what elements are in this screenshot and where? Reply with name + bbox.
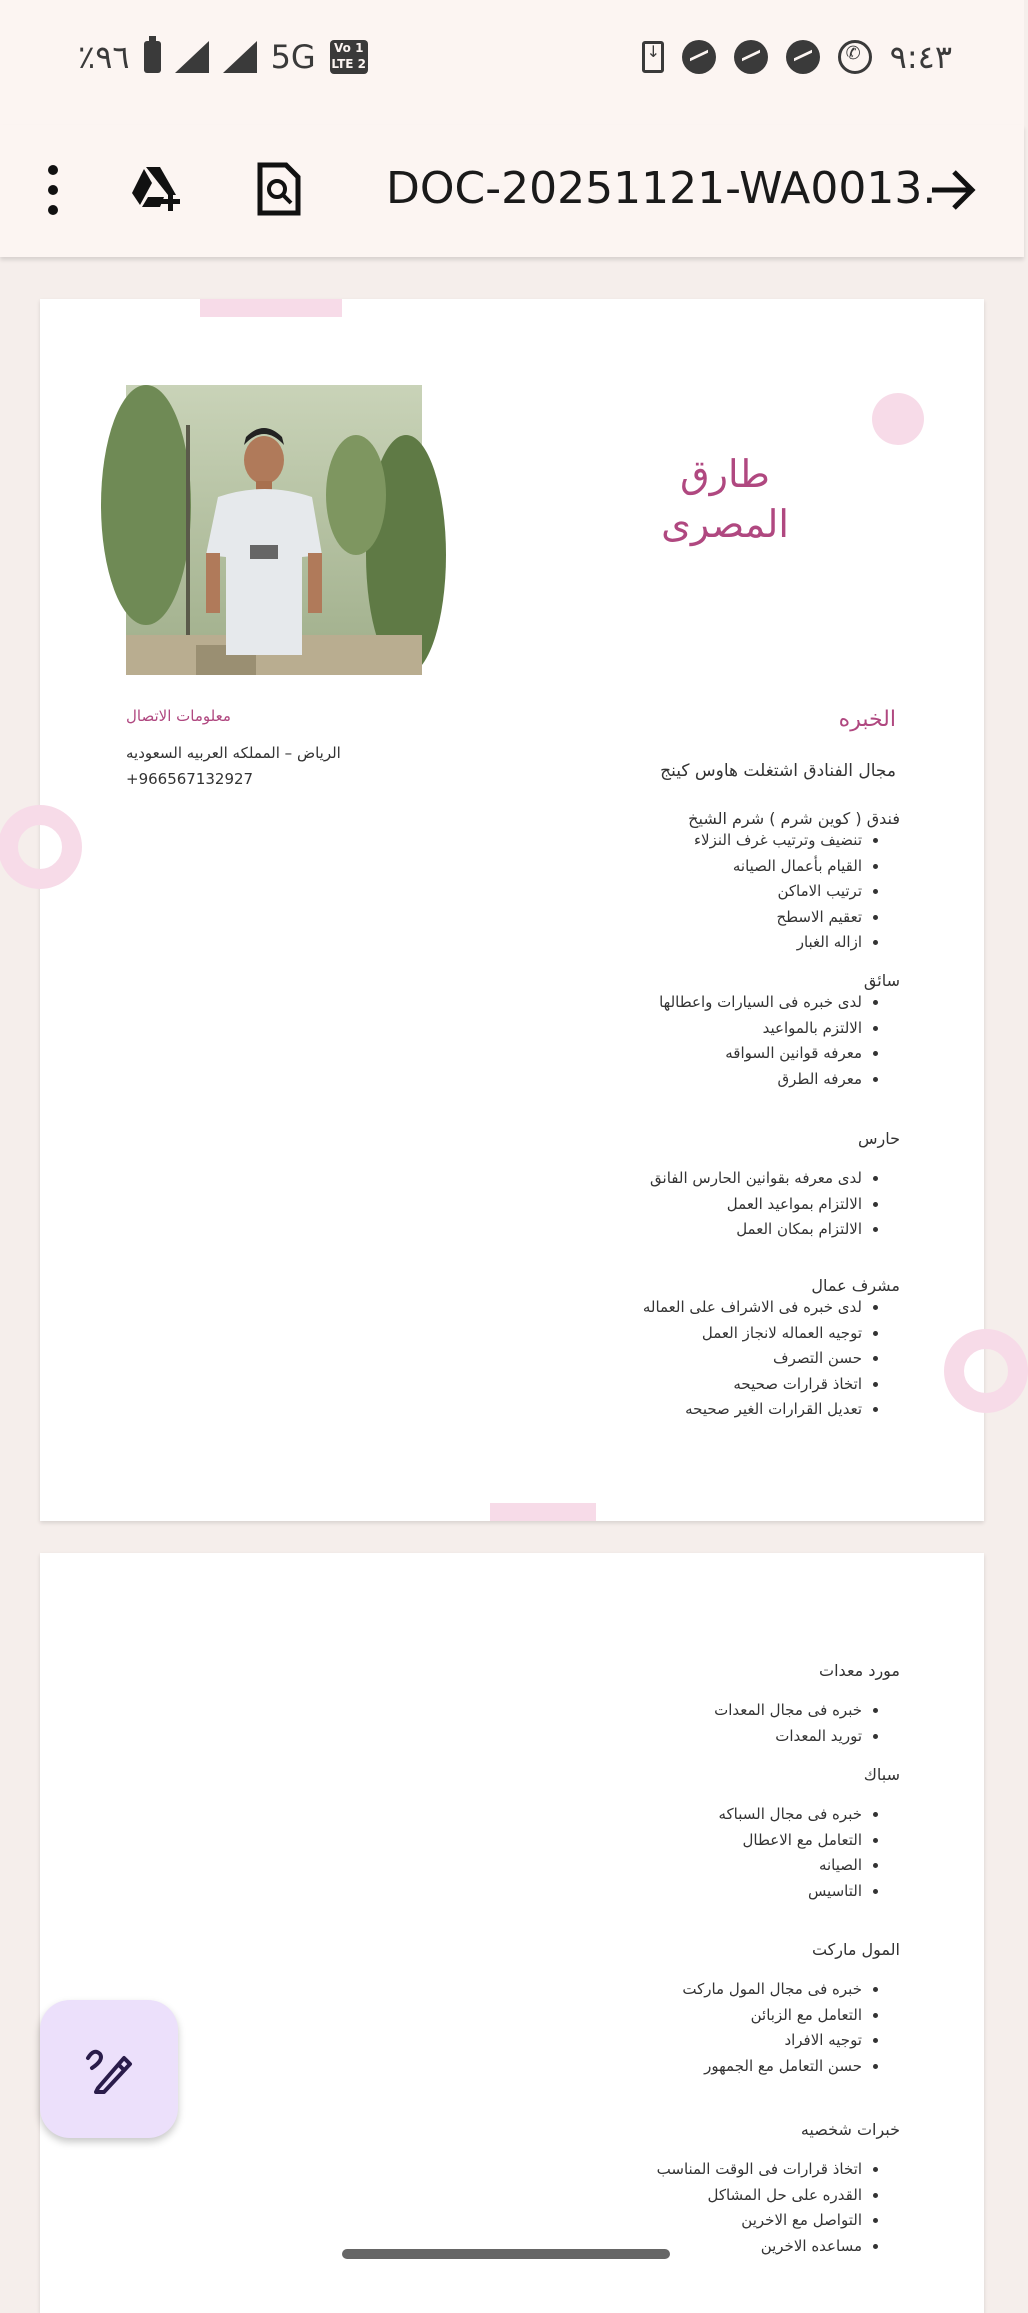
arrow-forward-icon[interactable] [928, 165, 978, 215]
list-item: • خبره فى مجال المعدات [480, 1698, 862, 1724]
messenger-icon-3 [786, 40, 820, 74]
list-item: • الالتزام بمكان العمل [480, 1217, 862, 1243]
group-list [480, 1802, 900, 1904]
decor-ring-left [0, 805, 82, 889]
list-item: • الصيانه [480, 1853, 862, 1879]
experience-intro: مجال الفنادق اشتغلت هاوس كينج [660, 761, 896, 781]
document-page-2[interactable] [40, 1553, 984, 2313]
list-item: • مساعده الاخرين [480, 2234, 862, 2260]
group-title: المول ماركت [811, 1940, 900, 1959]
edit-annotate-icon [84, 2044, 134, 2094]
contact-address: الرياض – المملكه العربيه السعوديه [126, 744, 341, 762]
home-indicator[interactable] [342, 2249, 670, 2259]
list-item: • معرفه الطرق [480, 1067, 862, 1093]
messenger-icon-2 [734, 40, 768, 74]
list-item: • لدى خبره فى السيارات واعطالها [480, 990, 862, 1016]
decor-ring-right [944, 1329, 1028, 1413]
status-right [642, 38, 952, 76]
list-item: • اتخاذ قرارات فى الوقت المناسب [480, 2157, 862, 2183]
name-first: طارق [680, 452, 770, 496]
download-notification-icon [642, 41, 664, 73]
group-title: مشرف عمال [811, 1276, 900, 1295]
battery-icon [144, 41, 161, 73]
group-list [480, 1977, 900, 2079]
document-page-1[interactable] [40, 299, 984, 1521]
list-item: • اتخاذ قرارات صحيحه [480, 1372, 862, 1398]
document-title: DOC-20251121-WA0013. [386, 163, 937, 214]
list-item: • لدى خبره فى الاشراف على العماله [480, 1295, 862, 1321]
signal-icon-2 [223, 41, 257, 73]
list-item: • تعديل القرارات الغير صحيحه [480, 1397, 862, 1423]
list-item: • القيام بأعمال الصيانه [480, 854, 862, 880]
list-item: • تنضيف وترتيب غرف النزلاء [480, 828, 862, 854]
list-item: • معرفه قوانين السواقه [480, 1041, 862, 1067]
battery-percent: ٪٩٦ [78, 38, 130, 76]
app-bar [0, 125, 1024, 257]
exp-group-hotel [480, 809, 900, 956]
annotate-fab[interactable] [40, 2000, 178, 2138]
list-item: • ترتيب الاماكن [480, 879, 862, 905]
decor-rect-bottom [490, 1503, 596, 1521]
name-last: المصرى [661, 502, 789, 546]
exp-group-supervisor [480, 1276, 900, 1423]
list-item: • التاسيس [480, 1879, 862, 1905]
decor-dot [872, 393, 924, 445]
group-list [480, 2157, 900, 2259]
status-bar [0, 0, 1024, 125]
list-item: • الالتزم بالمواعيد [480, 1016, 862, 1042]
list-item: • تعقيم الاسطح [480, 905, 862, 931]
contact-title: معلومات الاتصال [126, 707, 231, 725]
list-item: • خبره فى مجال السباكه [480, 1802, 862, 1828]
list-item: • توجيه الافراد [480, 2028, 862, 2054]
exp-group-equipment [480, 1661, 900, 1749]
group-title: فندق ( كوين شرم ) شرم الشيخ [688, 809, 900, 828]
list-item: • القدره على حل المشاكل [480, 2183, 862, 2209]
list-item: • حسن التعامل مع الجمهور [480, 2054, 862, 2080]
volte-icon: Vo 1 LTE 2 [330, 40, 368, 74]
signal-icon [175, 41, 209, 73]
group-list [480, 1166, 900, 1243]
clock: ٩:٤٣ [889, 38, 952, 76]
list-item: • توريد المعدات [480, 1724, 862, 1750]
whatsapp-icon [838, 40, 872, 74]
exp-group-mall [480, 1940, 900, 2079]
messenger-icon [682, 40, 716, 74]
network-type: 5G [270, 38, 316, 76]
list-item: • الالتزام بمواعيد العمل [480, 1192, 862, 1218]
list-item: • خبره فى مجال المول ماركت [480, 1977, 862, 2003]
find-in-page-icon[interactable] [256, 161, 302, 217]
list-item: • حسن التصرف [480, 1346, 862, 1372]
list-item: • لدى معرفه بقوانين الحارس الفانق [480, 1166, 862, 1192]
exp-group-personal [480, 2120, 900, 2259]
group-list [480, 990, 900, 1092]
list-item: • التعامل مع الزبائن [480, 2003, 862, 2029]
group-title: حارس [857, 1129, 900, 1148]
status-left [78, 38, 368, 76]
list-item: • ازاله الغبار [480, 930, 862, 956]
group-list [480, 1698, 900, 1749]
drive-add-icon[interactable] [130, 161, 186, 217]
resume-name [600, 449, 850, 549]
more-vert-icon[interactable] [46, 165, 60, 215]
group-list [480, 828, 900, 956]
profile-photo [126, 385, 422, 675]
group-list [480, 1295, 900, 1423]
group-title: سائق [863, 971, 900, 990]
contact-phone: +966567132927 [126, 770, 254, 788]
list-item: • التواصل مع الاخرين [480, 2208, 862, 2234]
exp-group-plumber [480, 1765, 900, 1904]
exp-group-driver [480, 971, 900, 1092]
exp-group-guard [480, 1129, 900, 1243]
experience-title: الخبره [838, 707, 896, 732]
group-title: خبرات شخصيه [800, 2120, 900, 2139]
list-item: • التعامل مع الاعطال [480, 1828, 862, 1854]
group-title: سباك [863, 1765, 900, 1784]
list-item: • توجيه العماله لانجاز العمل [480, 1321, 862, 1347]
decor-rect-top [200, 299, 342, 317]
group-title: مورد معدات [819, 1661, 900, 1680]
